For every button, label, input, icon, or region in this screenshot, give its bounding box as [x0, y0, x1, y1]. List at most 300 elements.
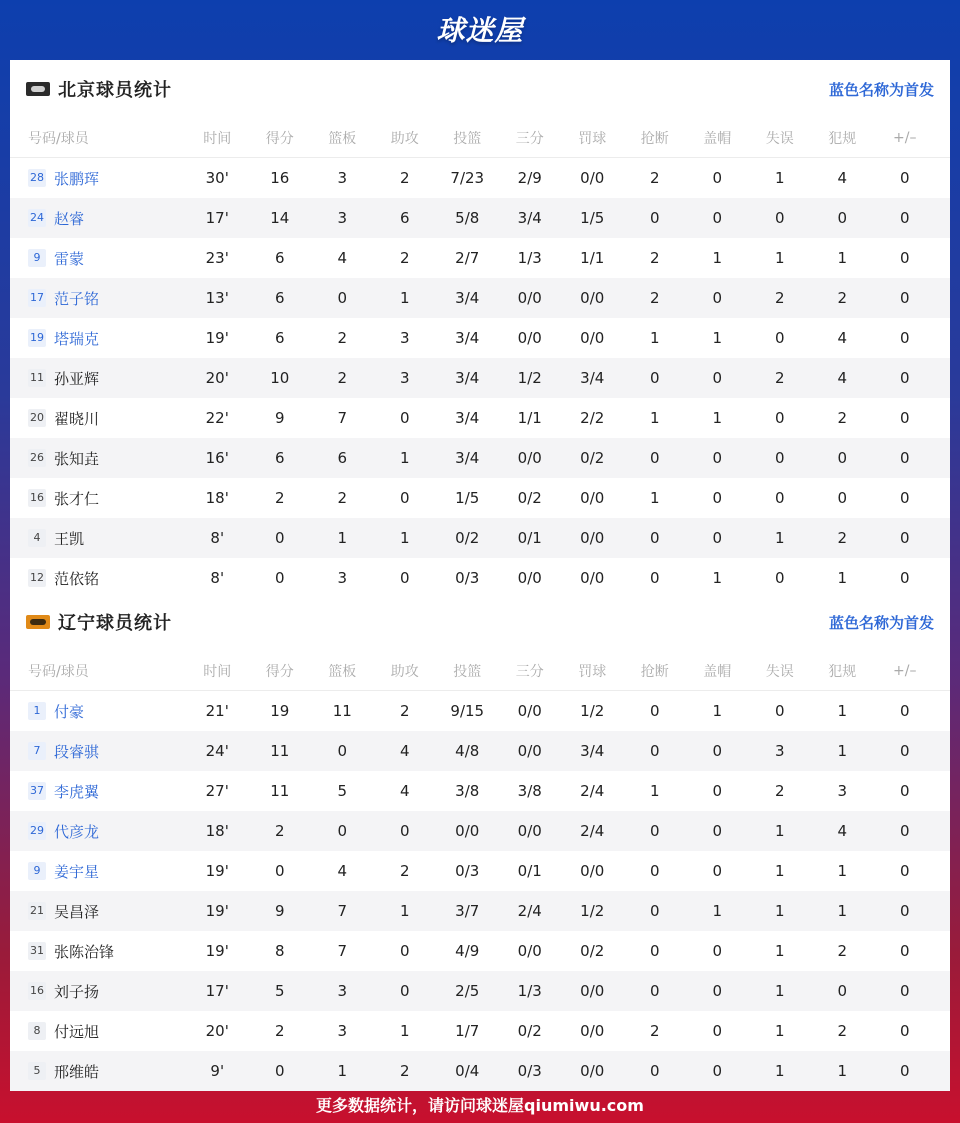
stat-cell: 1: [774, 942, 785, 960]
stat-cell: 0: [899, 249, 910, 267]
jersey-number-badge: 5: [28, 1062, 46, 1080]
player-row[interactable]: [10, 198, 950, 238]
stat-cell: 0: [899, 169, 910, 187]
stat-cell: 3/7: [455, 902, 480, 920]
player-row[interactable]: [10, 318, 950, 358]
stat-cell: 1: [837, 702, 848, 720]
stat-cell: 0/0: [580, 1022, 605, 1040]
stat-cell: 4: [837, 822, 848, 840]
stat-cell: 0/0: [580, 169, 605, 187]
stat-cell: 24': [205, 742, 229, 760]
player-cell: [10, 248, 186, 269]
stat-cell: 1/1: [517, 409, 542, 427]
stat-cell: 1: [399, 449, 410, 467]
stat-cell: 2: [774, 369, 785, 387]
stat-cell: 0: [649, 529, 660, 547]
stat-cell: 21': [205, 702, 229, 720]
stat-cell: 18': [205, 822, 229, 840]
jersey-number-badge: 29: [28, 822, 46, 840]
jersey-number-badge: 12: [28, 569, 46, 587]
player-name[interactable]: 吴昌泽: [54, 902, 100, 921]
stat-cell: 1: [712, 249, 723, 267]
jersey-number-badge: 1: [28, 702, 46, 720]
stat-cell: 0: [399, 409, 410, 427]
stat-cell: 0: [649, 209, 660, 227]
stat-cell: 0: [712, 942, 723, 960]
stat-cell: 0: [712, 1022, 723, 1040]
starter-note: 蓝色名称为首发: [828, 613, 934, 632]
player-row[interactable]: [10, 1011, 950, 1051]
player-row[interactable]: [10, 971, 950, 1011]
stat-cell: 1: [399, 529, 410, 547]
player-name[interactable]: 范依铭: [54, 569, 100, 588]
stat-cell: 0: [899, 289, 910, 307]
player-name[interactable]: 李虎翼: [54, 782, 100, 801]
column-header: 犯规: [828, 130, 857, 147]
stat-cell: 2/2: [580, 409, 605, 427]
stat-cell: 2/4: [517, 902, 542, 920]
player-name[interactable]: 张知垚: [54, 449, 100, 468]
stat-cell: 0: [837, 449, 848, 467]
player-cell: [10, 528, 186, 549]
stat-cell: 0/2: [455, 529, 480, 547]
jersey-number-badge: 17: [28, 289, 46, 307]
player-row[interactable]: [10, 238, 950, 278]
stat-cell: 0: [899, 449, 910, 467]
stat-cell: 5: [337, 782, 348, 800]
column-header: 号码/球员: [28, 663, 89, 680]
stat-cell: 2: [274, 1022, 285, 1040]
player-row[interactable]: [10, 851, 950, 891]
stat-cell: 0: [337, 822, 348, 840]
player-name[interactable]: 张陈治锋: [54, 942, 115, 961]
stat-cell: 0/0: [517, 702, 542, 720]
beijing-stats-section: [10, 60, 950, 598]
stat-cell: 0: [399, 822, 410, 840]
stat-cell: 27': [205, 782, 229, 800]
jersey-number-badge: 19: [28, 329, 46, 347]
stat-cell: 2/7: [455, 249, 480, 267]
player-row[interactable]: [10, 158, 950, 198]
stat-cell: 9': [210, 1062, 225, 1080]
stat-cell: 7/23: [450, 169, 485, 187]
stat-cell: 0/0: [580, 569, 605, 587]
section-title: [26, 609, 172, 635]
stat-cell: 0: [899, 1062, 910, 1080]
column-header: +/–: [893, 129, 917, 146]
stat-cell: 0: [712, 982, 723, 1000]
stat-cell: 6: [274, 249, 285, 267]
stat-cell: 0/0: [517, 569, 542, 587]
stat-cell: 0: [712, 742, 723, 760]
stat-cell: 0: [649, 569, 660, 587]
player-row[interactable]: [10, 518, 950, 558]
stat-cell: 0: [274, 862, 285, 880]
player-row[interactable]: [10, 558, 950, 598]
player-row[interactable]: [10, 931, 950, 971]
stat-cell: 2: [837, 529, 848, 547]
player-row[interactable]: [10, 891, 950, 931]
player-row[interactable]: [10, 771, 950, 811]
stat-cell: 1: [774, 822, 785, 840]
column-header: 得分: [265, 663, 294, 680]
column-header: 助攻: [390, 663, 419, 680]
column-header: +/–: [893, 662, 917, 679]
stat-cell: 0: [649, 702, 660, 720]
stat-cell: 19': [205, 942, 229, 960]
column-header: 时间: [203, 130, 232, 147]
player-name[interactable]: 范子铭: [54, 289, 100, 308]
column-header: 投篮: [453, 130, 482, 147]
player-name[interactable]: 雷蒙: [54, 249, 85, 268]
stat-cell: 0/0: [517, 822, 542, 840]
stat-cell: 7: [337, 409, 348, 427]
stat-cell: 10: [270, 369, 290, 387]
jersey-number-badge: 37: [28, 782, 46, 800]
stat-cell: 4/9: [455, 942, 480, 960]
stat-cell: 4: [337, 862, 348, 880]
stat-cell: 0: [712, 822, 723, 840]
liaoning-team-logo-icon: [26, 615, 50, 629]
stat-cell: 2: [774, 289, 785, 307]
stat-cell: 1: [837, 569, 848, 587]
player-name[interactable]: 张才仁: [54, 489, 100, 508]
section-header: [10, 60, 950, 118]
stat-cell: 6: [274, 449, 285, 467]
stat-cell: 1: [774, 862, 785, 880]
stat-cell: 17': [205, 209, 229, 227]
stat-cell: 2: [837, 942, 848, 960]
stat-cell: 2: [649, 249, 660, 267]
stat-cell: 0: [712, 529, 723, 547]
stat-cell: 6: [337, 449, 348, 467]
stat-cell: 1: [837, 249, 848, 267]
column-header: 抢断: [640, 663, 669, 680]
stat-cell: 0: [649, 742, 660, 760]
stat-cell: 7: [337, 942, 348, 960]
column-header: 号码/球员: [28, 130, 89, 147]
stat-cell: 18': [205, 489, 229, 507]
column-header: 罚球: [578, 663, 607, 680]
player-name[interactable]: 付远旭: [54, 1022, 100, 1041]
stat-cell: 0: [337, 289, 348, 307]
stats-card: [10, 60, 950, 1082]
player-name[interactable]: 赵睿: [54, 209, 85, 228]
stat-cell: 1: [337, 1062, 348, 1080]
stat-cell: 14: [270, 209, 290, 227]
stat-cell: 1: [774, 1062, 785, 1080]
section-header: [10, 593, 950, 651]
stat-cell: 6: [399, 209, 410, 227]
stat-cell: 13': [205, 289, 229, 307]
stat-cell: 0/0: [517, 289, 542, 307]
jersey-number-badge: 11: [28, 369, 46, 387]
stat-cell: 19: [270, 702, 290, 720]
stat-cell: 19': [205, 862, 229, 880]
player-row[interactable]: [10, 278, 950, 318]
section-title: [26, 76, 172, 102]
player-row[interactable]: [10, 438, 950, 478]
stat-cell: 3/4: [580, 742, 605, 760]
stat-cell: 3: [399, 329, 410, 347]
stat-cell: 16: [270, 169, 290, 187]
stat-cell: 0: [774, 209, 785, 227]
column-header: 篮板: [328, 663, 357, 680]
stat-cell: 2: [837, 409, 848, 427]
player-cell: [10, 861, 186, 882]
jersey-number-badge: 16: [28, 489, 46, 507]
stat-cell: 0: [649, 1062, 660, 1080]
player-name[interactable]: 翟晓川: [54, 409, 100, 428]
stat-cell: 2: [337, 329, 348, 347]
stat-cell: 4: [837, 169, 848, 187]
player-cell: [10, 328, 186, 349]
stat-cell: 0/2: [580, 942, 605, 960]
stat-cell: 0/4: [455, 1062, 480, 1080]
stat-cell: 0: [774, 449, 785, 467]
stat-cell: 9: [274, 409, 285, 427]
stat-cell: 0: [712, 489, 723, 507]
player-name[interactable]: 段睿骐: [54, 742, 100, 761]
jersey-number-badge: 8: [28, 1022, 46, 1040]
stat-cell: 3/8: [517, 782, 542, 800]
stat-cell: 19': [205, 329, 229, 347]
stat-cell: 9: [274, 902, 285, 920]
stat-cell: 0: [899, 409, 910, 427]
stat-cell: 1/2: [580, 902, 605, 920]
stat-cell: 1: [649, 329, 660, 347]
stat-cell: 2: [649, 169, 660, 187]
player-cell: [10, 781, 186, 802]
table-header-row: [10, 651, 950, 691]
stat-cell: 0/0: [580, 982, 605, 1000]
jersey-number-badge: 21: [28, 902, 46, 920]
stat-cell: 3/4: [455, 409, 480, 427]
player-cell: [10, 408, 186, 429]
stat-cell: 23': [205, 249, 229, 267]
stat-cell: 0: [899, 329, 910, 347]
stat-cell: 1: [837, 902, 848, 920]
stat-cell: 0: [837, 209, 848, 227]
footer-banner[interactable]: [0, 1085, 960, 1123]
player-cell: [10, 941, 186, 962]
stat-cell: 1: [712, 409, 723, 427]
stat-cell: 0: [712, 369, 723, 387]
stat-cell: 0: [712, 169, 723, 187]
stat-cell: 0: [774, 569, 785, 587]
stat-cell: 1: [774, 982, 785, 1000]
jersey-number-badge: 9: [28, 862, 46, 880]
player-name[interactable]: 孙亚辉: [54, 369, 100, 388]
column-header: 犯规: [828, 663, 857, 680]
jersey-number-badge: 28: [28, 169, 46, 187]
stat-cell: 2/4: [580, 782, 605, 800]
brand-logo: [0, 0, 960, 58]
stat-cell: 1: [399, 289, 410, 307]
stat-cell: 0: [399, 942, 410, 960]
stat-cell: 1: [837, 1062, 848, 1080]
stat-cell: 0: [649, 942, 660, 960]
player-name[interactable]: 张鹏珲: [54, 169, 100, 188]
stat-cell: 20': [205, 1022, 229, 1040]
stat-cell: 1/5: [455, 489, 480, 507]
player-cell: [10, 701, 186, 722]
player-row[interactable]: [10, 478, 950, 518]
stat-cell: 2: [274, 489, 285, 507]
player-name[interactable]: 邢维皓: [54, 1062, 100, 1081]
stat-cell: 0/2: [517, 489, 542, 507]
stat-cell: 11: [270, 782, 290, 800]
stat-cell: 4: [837, 369, 848, 387]
stat-cell: 0: [712, 862, 723, 880]
stat-cell: 1: [399, 1022, 410, 1040]
player-cell: [10, 288, 186, 309]
player-row[interactable]: [10, 731, 950, 771]
jersey-number-badge: 31: [28, 942, 46, 960]
column-header: 得分: [265, 130, 294, 147]
stat-cell: 1: [712, 902, 723, 920]
stat-cell: 0/1: [517, 862, 542, 880]
stat-cell: 3: [837, 782, 848, 800]
stat-cell: 1: [837, 742, 848, 760]
stat-cell: 3: [337, 209, 348, 227]
stat-cell: 1: [774, 249, 785, 267]
stat-cell: 2: [649, 289, 660, 307]
stat-cell: 0: [649, 862, 660, 880]
stat-cell: 0/0: [580, 862, 605, 880]
stat-cell: 1/2: [517, 369, 542, 387]
stat-cell: 0: [399, 569, 410, 587]
jersey-number-badge: 26: [28, 449, 46, 467]
stat-cell: 1/7: [455, 1022, 480, 1040]
stat-cell: 1: [649, 782, 660, 800]
stat-cell: 0: [712, 449, 723, 467]
jersey-number-badge: 24: [28, 209, 46, 227]
stat-cell: 2/4: [580, 822, 605, 840]
stat-cell: 0: [712, 209, 723, 227]
table-header-row: [10, 118, 950, 158]
stat-cell: 2: [399, 862, 410, 880]
column-header: 盖帽: [703, 663, 732, 680]
stat-cell: 0: [899, 489, 910, 507]
player-name[interactable]: 付豪: [54, 702, 85, 721]
stat-cell: 0: [399, 982, 410, 1000]
stat-cell: 0: [899, 902, 910, 920]
stat-cell: 0: [899, 782, 910, 800]
stat-cell: 2: [399, 702, 410, 720]
stat-cell: 0/2: [517, 1022, 542, 1040]
stat-cell: 2/5: [455, 982, 480, 1000]
stat-cell: 0/0: [580, 489, 605, 507]
stat-cell: 0/0: [517, 742, 542, 760]
stat-cell: 2/9: [517, 169, 542, 187]
stat-cell: 1: [712, 702, 723, 720]
stat-cell: 2: [399, 169, 410, 187]
stat-cell: 3: [337, 982, 348, 1000]
stat-cell: 3: [399, 369, 410, 387]
stat-cell: 9/15: [450, 702, 485, 720]
stat-cell: 0: [899, 742, 910, 760]
player-name[interactable]: 王凯: [54, 529, 85, 548]
brand-name: 球迷屋: [436, 14, 524, 47]
stat-cell: 1: [649, 409, 660, 427]
player-cell: [10, 741, 186, 762]
stat-cell: 0: [899, 1022, 910, 1040]
stat-cell: 5/8: [455, 209, 480, 227]
player-name[interactable]: 代彦龙: [54, 822, 100, 841]
stat-cell: 0: [274, 1062, 285, 1080]
stat-cell: 0/0: [517, 942, 542, 960]
stat-cell: 0: [899, 702, 910, 720]
column-header: 盖帽: [703, 130, 732, 147]
player-name[interactable]: 刘子扬: [54, 982, 100, 1001]
stat-cell: 0: [899, 942, 910, 960]
stat-cell: 5: [274, 982, 285, 1000]
stat-cell: 0: [649, 449, 660, 467]
stat-cell: 2: [837, 1022, 848, 1040]
stat-cell: 0: [899, 822, 910, 840]
stat-cell: 30': [205, 169, 229, 187]
stat-cell: 0/0: [517, 449, 542, 467]
stat-cell: 0/0: [580, 1062, 605, 1080]
stat-cell: 1: [399, 902, 410, 920]
player-row[interactable]: [10, 691, 950, 731]
stat-cell: 0: [337, 742, 348, 760]
player-row[interactable]: [10, 358, 950, 398]
stat-cell: 0: [899, 209, 910, 227]
jersey-number-badge: 20: [28, 409, 46, 427]
stat-cell: 0: [899, 529, 910, 547]
player-name[interactable]: 塔瑞克: [54, 329, 100, 348]
stat-cell: 7: [337, 902, 348, 920]
stat-cell: 0: [274, 529, 285, 547]
stat-cell: 0: [899, 862, 910, 880]
stat-cell: 1/2: [580, 702, 605, 720]
stat-cell: 0: [649, 982, 660, 1000]
stat-cell: 1/1: [580, 249, 605, 267]
stat-cell: 22': [205, 409, 229, 427]
stat-cell: 1/3: [517, 982, 542, 1000]
player-name[interactable]: 姜宇星: [54, 862, 100, 881]
player-cell: [10, 368, 186, 389]
liaoning-stats-section: [10, 593, 950, 1091]
column-header: 时间: [203, 663, 232, 680]
stat-cell: 0/0: [455, 822, 480, 840]
stat-cell: 0: [649, 822, 660, 840]
stat-cell: 3/8: [455, 782, 480, 800]
stat-cell: 8': [210, 529, 225, 547]
stat-cell: 4/8: [455, 742, 480, 760]
player-cell: [10, 568, 186, 589]
stat-cell: 0: [774, 489, 785, 507]
stat-cell: 1: [774, 529, 785, 547]
stat-cell: 3: [337, 569, 348, 587]
player-cell: [10, 168, 186, 189]
stat-cell: 3: [774, 742, 785, 760]
stat-cell: 3/4: [455, 329, 480, 347]
player-row[interactable]: [10, 398, 950, 438]
starter-note: 蓝色名称为首发: [828, 80, 934, 99]
stat-cell: 8: [274, 942, 285, 960]
column-header: 罚球: [578, 130, 607, 147]
stat-cell: 17': [205, 982, 229, 1000]
stat-cell: 3/4: [517, 209, 542, 227]
stat-cell: 0: [649, 369, 660, 387]
stat-cell: 2: [774, 782, 785, 800]
stat-cell: 0: [774, 329, 785, 347]
player-row[interactable]: [10, 811, 950, 851]
stat-cell: 2: [837, 289, 848, 307]
